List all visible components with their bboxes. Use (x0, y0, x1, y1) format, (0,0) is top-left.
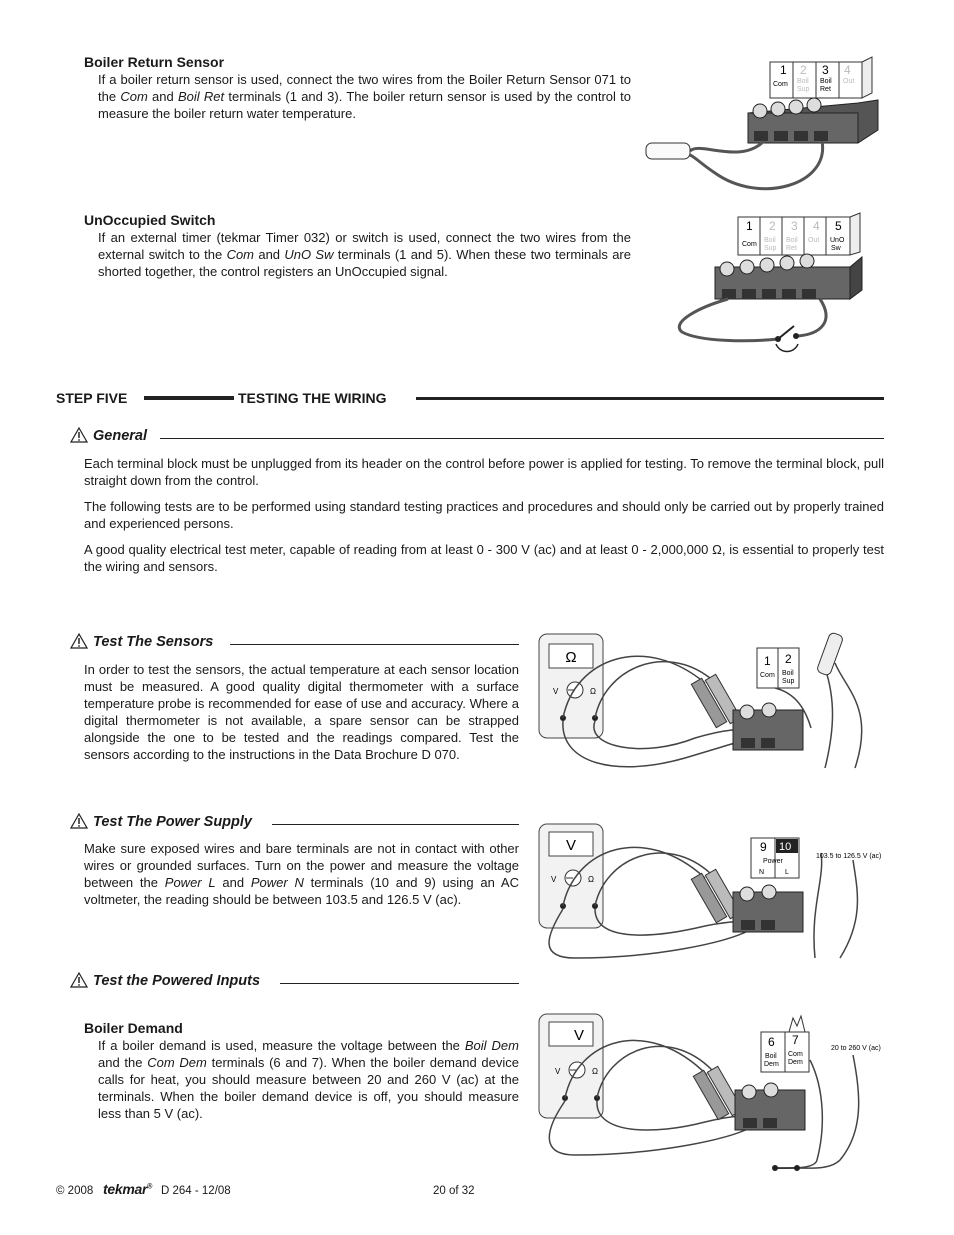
boiler-demand-heading: Boiler Demand (84, 1020, 183, 1036)
terminal-label-boil: Boil (765, 1053, 777, 1060)
terminal-label-com-dem: Dem (788, 1059, 803, 1066)
general-heading: General (93, 428, 147, 444)
test-sensors-heading: Test The Sensors (93, 634, 214, 650)
terminal-number-6: 6 (768, 1035, 775, 1049)
terminal-label-sup: Sup (797, 86, 810, 93)
meter-dial-ohm: Ω (588, 875, 594, 884)
terminal-label-com: Com (788, 1051, 803, 1058)
test-sensors-rule (230, 644, 519, 645)
terminal-label-sw: Sw (831, 245, 841, 252)
terminal-label-boil-sup-b: Sup (764, 245, 777, 252)
meter-display-ohm: Ω (565, 649, 577, 666)
terminal-label-n: N (759, 869, 765, 876)
terminal-label-com: Com (742, 241, 757, 248)
unoccupied-heading: UnOccupied Switch (84, 212, 216, 228)
step-title: TESTING THE WIRING (238, 390, 387, 406)
general-rule (160, 438, 884, 439)
test-sensors-text: In order to test the sensors, the actual temperature at each sensor location must be measured. A good quality digital thermometer with a surface temperature probe is recommended for ease of use and accuracy. Where a digital thermometer is not available, a spare sensor can be strapped alongside the one to be tested and the readings compared. Test the sensors according to the instructions in the Data Brochure D 070. (84, 662, 519, 762)
warning-icon (70, 972, 88, 988)
test-inputs-rule (280, 983, 519, 984)
sensor-meter-diagram (535, 628, 885, 778)
meter-display-v: V (573, 1027, 585, 1044)
terminal-label-out: Out (808, 237, 820, 244)
terminal-number-3: 3 (822, 63, 829, 77)
boiler-demand-meter-diagram (535, 1010, 885, 1175)
terminal-number-2: 2 (785, 652, 792, 666)
warning-icon (70, 813, 88, 829)
boiler-return-heading: Boiler Return Sensor (84, 54, 225, 70)
power-voltage-range: 103.5 to 126.5 V (ac) (816, 853, 882, 860)
footer-doc-number: D 264 - 12/08 (161, 1185, 231, 1197)
boiler-return-text: If a boiler return sensor is used, connect the two wires from the Boiler Return Sensor 071 to the Com and Boil Ret terminals (1 and 3). The boiler return sensor is used by the control to measure the boiler return water temperature. (98, 72, 632, 121)
boiler-return-sensor-diagram (640, 55, 880, 205)
terminal-label-power: Power (763, 858, 783, 865)
warning-icon (70, 427, 88, 443)
terminal-label-boil-ret-a: Boil (786, 237, 798, 244)
terminal-label-uno: UnO (830, 237, 845, 244)
terminal-label-boil-ret-a: Boil (820, 78, 832, 85)
terminal-number-1: 1 (780, 63, 787, 77)
meter-dial-v: V (553, 687, 559, 696)
meter-dial-ohm: Ω (590, 687, 596, 696)
terminal-number-9: 9 (760, 840, 767, 854)
terminal-label-boil-ret-b: Ret (820, 86, 831, 93)
test-power-rule (272, 824, 519, 825)
terminal-label-com: Com (773, 81, 788, 88)
terminal-label-boil-ret-b: Ret (786, 245, 797, 252)
terminal-number-1: 1 (764, 654, 771, 668)
unoccupied-text: If an external timer (tekmar Timer 032) or switch is used, connect the two wires from the external switch to the Com and UnO Sw terminals (1 and 5). When these two terminals are shorted together, the control registers an UnOccupied signal. (98, 230, 631, 279)
step-label: STEP FIVE (56, 390, 128, 406)
terminal-label-out: Out (843, 78, 855, 85)
terminal-number-4: 4 (844, 63, 851, 77)
meter-dial-v: V (551, 875, 557, 884)
unoccupied-switch-diagram (670, 212, 880, 362)
boiler-demand-voltage-range: 20 to 260 V (ac) (831, 1045, 881, 1052)
test-power-heading: Test The Power Supply (93, 814, 252, 830)
test-inputs-heading: Test the Powered Inputs (93, 973, 261, 989)
terminal-number-3: 3 (791, 219, 798, 233)
terminal-label-boil: Boil (782, 670, 794, 677)
terminal-label-boil: Boil (797, 78, 809, 85)
step-divider (144, 396, 234, 400)
brand-logo: tekmar® (103, 1181, 152, 1197)
page-number: 20 of 32 (433, 1185, 475, 1197)
terminal-number-2: 2 (769, 219, 776, 233)
general-paragraph-1: Each terminal block must be unplugged from its header on the control before power is applied for testing. To remove the terminal block, pull straight down from the control. (84, 456, 884, 488)
warning-icon (70, 633, 88, 649)
power-meter-diagram (535, 818, 885, 968)
terminal-label-sup: Sup (782, 678, 795, 685)
general-paragraph-2: The following tests are to be performed using standard testing practices and procedures and should only be carried out by properly trained and experienced persons. (84, 499, 884, 531)
terminal-label-dem: Dem (764, 1061, 779, 1068)
terminal-number-5: 5 (835, 219, 842, 233)
general-paragraph-3: A good quality electrical test meter, capable of reading from at least 0 - 300 V (ac) and at least 0 - 2,000,000 Ω, is essential to properly test the wiring and sensors. (84, 542, 884, 574)
terminal-number-4: 4 (813, 219, 820, 233)
step-rule (416, 397, 884, 400)
boiler-demand-text: If a boiler demand is used, measure the voltage between the Boil Dem and the Com Dem terminals (6 and 7). When the boiler demand device calls for heat, you should measure between 20 and 260 V (ac) at the terminals. When the boiler demand device is off, you should measure less than 5 V (ac). (98, 1038, 520, 1121)
footer-copyright: © 2008 (56, 1185, 94, 1197)
terminal-number-2: 2 (800, 63, 807, 77)
meter-display-v: V (565, 837, 577, 854)
terminal-number-10: 10 (779, 841, 792, 853)
terminal-label-boil-sup-a: Boil (764, 237, 776, 244)
test-power-text: Make sure exposed wires and bare terminals are not in contact with other wires or grounded surfaces. Turn on the power and measure the voltage between the Power L and Power N terminals (10 and 9) using an AC voltmeter, the reading should be between 103.5 and 126.5 V (ac). (84, 841, 519, 907)
terminal-number-7: 7 (792, 1033, 799, 1047)
meter-dial-ohm: Ω (592, 1067, 598, 1076)
terminal-number-1: 1 (746, 219, 753, 233)
terminal-label-l: L (785, 869, 789, 876)
meter-dial-v: V (555, 1067, 561, 1076)
terminal-label-com: Com (760, 672, 775, 679)
